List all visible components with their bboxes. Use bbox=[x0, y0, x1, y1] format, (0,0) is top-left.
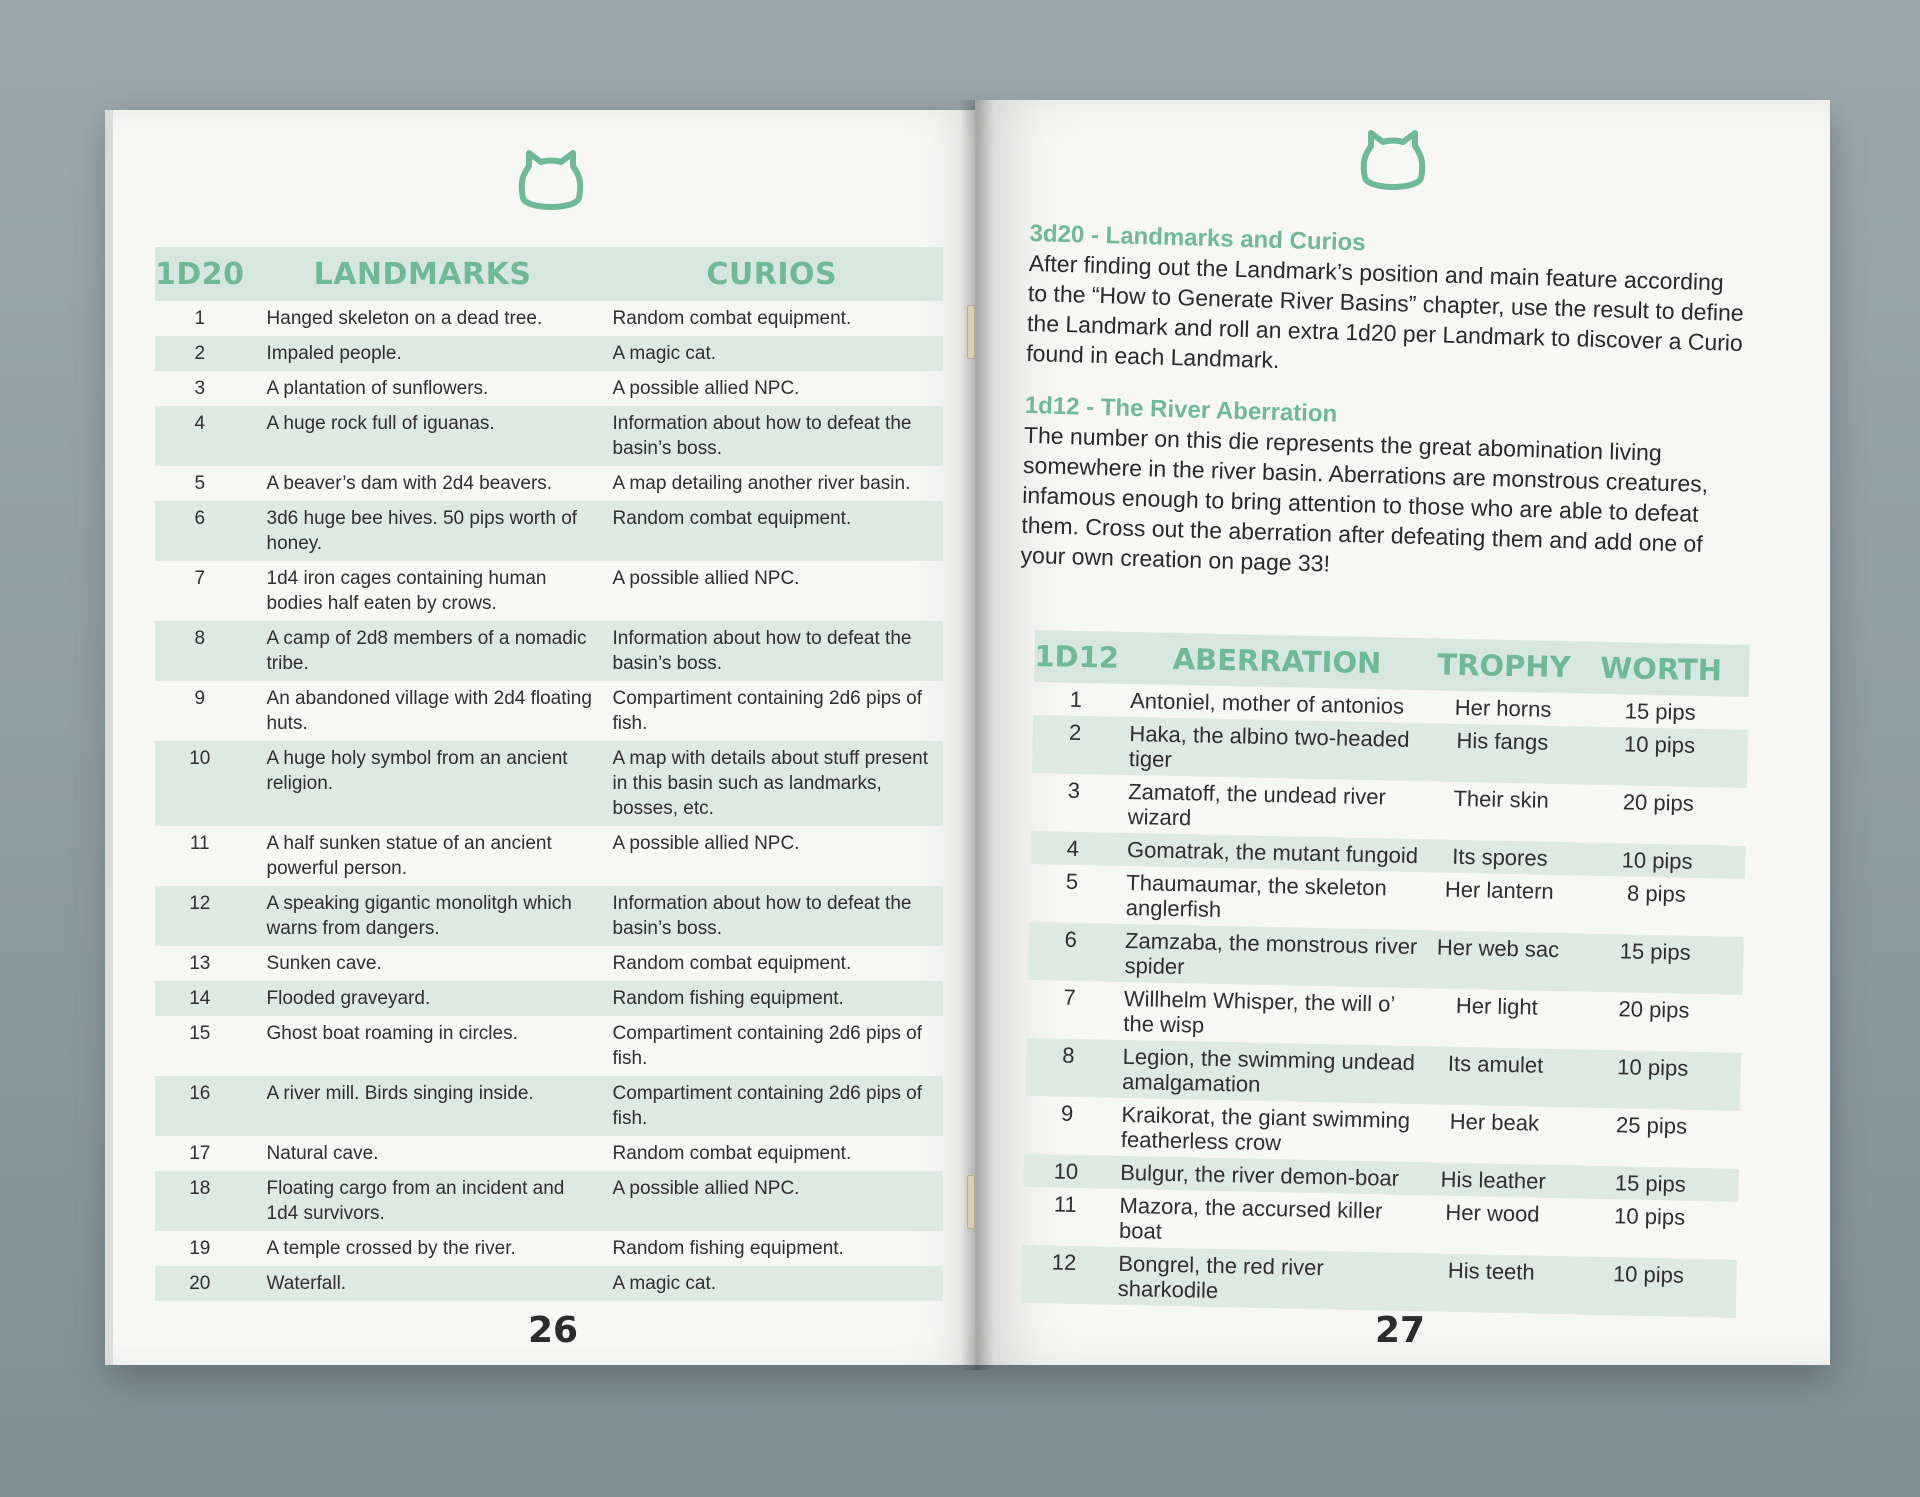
row-number: 11 bbox=[1053, 1191, 1077, 1217]
aberration-cell: Legion, the swimming undead amalgamation bbox=[1110, 1040, 1427, 1105]
worth-cell: 15 pips bbox=[1624, 698, 1696, 725]
page-number: 27 bbox=[1375, 1310, 1426, 1351]
trophy-cell: Its amulet bbox=[1426, 1046, 1565, 1107]
row-number: 8 bbox=[1025, 1038, 1111, 1098]
row-number: 1 bbox=[1069, 686, 1083, 712]
worth-cell: 10 pips bbox=[1564, 1049, 1742, 1111]
landmark-cell: A plantation of sunflowers. bbox=[266, 378, 489, 399]
die-header: 1D12 bbox=[1034, 630, 1120, 684]
row-number: 1 bbox=[194, 308, 206, 329]
curio-cell: Random combat equipment. bbox=[601, 501, 943, 561]
row-number: 8 bbox=[155, 621, 245, 681]
table-row bbox=[155, 1016, 943, 1076]
table-row bbox=[155, 406, 943, 466]
row-number: 19 bbox=[189, 1238, 211, 1259]
landmark-cell: 1d4 iron cages containing human bodies half eaten by crows. bbox=[266, 568, 547, 614]
curio-cell: A map detailing another river basin. bbox=[612, 473, 911, 494]
row-number: 12 bbox=[155, 886, 245, 946]
cat-head-icon bbox=[513, 150, 589, 214]
worth-cell: 10 pips bbox=[1613, 1203, 1686, 1230]
section-heading-landmarks: 3d20 - Landmarks and Curios bbox=[1029, 220, 1366, 257]
aberration-cell: Mazora, the accursed killer boat bbox=[1118, 1192, 1383, 1244]
curio-cell: Random combat equipment. bbox=[612, 308, 852, 329]
table-row bbox=[155, 561, 943, 621]
table-row bbox=[155, 1171, 943, 1231]
landmark-cell: Flooded graveyard. bbox=[245, 981, 601, 1016]
row-number: 2 bbox=[155, 336, 245, 371]
table-row bbox=[155, 1076, 943, 1136]
trophy-cell: Their skin bbox=[1453, 785, 1550, 813]
right-page bbox=[975, 100, 1830, 1365]
aberration-header: ABERRATION bbox=[1119, 632, 1436, 691]
landmark-cell: 3d6 huge bee hives. 50 pips worth of honey. bbox=[245, 501, 601, 561]
row-number: 6 bbox=[155, 501, 245, 561]
row-number: 14 bbox=[155, 981, 245, 1016]
landmark-cell: Impaled people. bbox=[245, 336, 601, 371]
curio-cell: A magic cat. bbox=[601, 1266, 943, 1301]
row-number: 7 bbox=[194, 568, 206, 589]
worth-cell: 15 pips bbox=[1566, 933, 1744, 995]
table-header-row bbox=[155, 247, 943, 301]
row-number: 10 bbox=[155, 741, 245, 826]
curio-cell: A possible allied NPC. bbox=[612, 378, 800, 399]
trophy-cell: Her horns bbox=[1454, 694, 1552, 722]
curio-cell: Information about how to defeat the basin’s boss. bbox=[601, 406, 943, 466]
curio-cell: Random fishing equipment. bbox=[612, 1238, 844, 1259]
row-number: 15 bbox=[189, 1023, 211, 1044]
row-number: 13 bbox=[189, 953, 211, 974]
row-number: 4 bbox=[155, 406, 245, 466]
landmark-cell: Sunken cave. bbox=[266, 953, 382, 974]
trophy-cell: Her web sac bbox=[1428, 930, 1567, 991]
table-row bbox=[155, 371, 943, 406]
curio-cell: Random combat equipment. bbox=[612, 1143, 852, 1164]
intro-text-block bbox=[1020, 220, 1750, 614]
row-number: 4 bbox=[1030, 831, 1115, 866]
aberration-cell: Kraikorat, the giant swimming featherless crow bbox=[1120, 1101, 1411, 1156]
table-row bbox=[155, 741, 943, 826]
landmarks-curios-table bbox=[155, 247, 943, 1301]
curio-cell: Compartiment containing 2d6 pips of fish. bbox=[601, 1076, 943, 1136]
trophy-cell: Her wood bbox=[1445, 1199, 1540, 1227]
row-number: 20 bbox=[155, 1266, 245, 1301]
row-number: 18 bbox=[155, 1171, 245, 1231]
aberration-cell: Zamatoff, the undead river wizard bbox=[1127, 778, 1387, 831]
row-number: 3 bbox=[194, 378, 206, 399]
row-number: 9 bbox=[1060, 1100, 1074, 1126]
curio-cell: A possible allied NPC. bbox=[612, 833, 800, 854]
curio-cell: A possible allied NPC. bbox=[601, 1171, 943, 1231]
table-row bbox=[155, 621, 943, 681]
curio-cell: A possible allied NPC. bbox=[612, 568, 800, 589]
aberration-table-body bbox=[1021, 682, 1749, 1318]
table-row bbox=[155, 501, 943, 561]
table-row bbox=[155, 826, 943, 886]
table-row bbox=[155, 1266, 943, 1301]
trophy-cell: Her light bbox=[1455, 992, 1539, 1020]
worth-cell: 20 pips bbox=[1622, 789, 1695, 816]
aberration-cell: Gomatrak, the mutant fungoid bbox=[1115, 833, 1432, 873]
landmark-cell: Floating cargo from an incident and 1d4 survivors. bbox=[245, 1171, 601, 1231]
curio-cell: Random combat equipment. bbox=[612, 953, 852, 974]
curio-cell: A magic cat. bbox=[601, 336, 943, 371]
worth-cell: 15 pips bbox=[1562, 1165, 1739, 1202]
row-number: 6 bbox=[1028, 922, 1114, 982]
row-number: 3 bbox=[1067, 777, 1081, 803]
table-row bbox=[155, 946, 943, 981]
worth-cell: 10 pips bbox=[1569, 842, 1746, 879]
table-row bbox=[155, 1136, 943, 1171]
table-row bbox=[155, 1231, 943, 1266]
aberration-cell: Bongrel, the red river sharkodile bbox=[1105, 1247, 1422, 1312]
landmark-cell: Hanged skeleton on a dead tree. bbox=[266, 308, 543, 329]
table-row bbox=[155, 886, 943, 946]
landmarks-header: LANDMARKS bbox=[245, 247, 601, 301]
page-number: 26 bbox=[528, 1310, 579, 1351]
trophy-cell: Her beak bbox=[1449, 1108, 1540, 1136]
row-number: 9 bbox=[194, 688, 206, 709]
landmark-cell: Natural cave. bbox=[266, 1143, 379, 1164]
row-number: 12 bbox=[1021, 1245, 1107, 1305]
landmark-cell: A river mill. Birds singing inside. bbox=[245, 1076, 601, 1136]
trophy-cell: His fangs bbox=[1433, 723, 1572, 784]
aberration-cell: Willhelm Whisper, the will o’ the wisp bbox=[1123, 985, 1395, 1038]
curios-header: CURIOS bbox=[601, 247, 943, 301]
table-row bbox=[155, 466, 943, 501]
row-number: 17 bbox=[189, 1143, 211, 1164]
aberration-cell: Zamzaba, the monstrous river spider bbox=[1112, 924, 1429, 989]
section-body-aberration: The number on this die represents the great abomination living somewhere in the river basin. Aberrations are monstrous creatures, infamous enough to bring attention to those who are able to defeat them. Cross out the aberration after defeating them and add one of your own creation on page 33! bbox=[1020, 421, 1709, 577]
table-row bbox=[155, 681, 943, 741]
worth-cell: 8 pips bbox=[1626, 880, 1687, 907]
row-number: 2 bbox=[1032, 715, 1118, 775]
curio-cell: Compartiment containing 2d6 pips of fish. bbox=[612, 1023, 922, 1069]
cat-head-icon bbox=[1355, 130, 1431, 194]
worth-cell: 25 pips bbox=[1615, 1112, 1688, 1139]
aberration-cell: Haka, the albino two-headed tiger bbox=[1117, 717, 1434, 782]
landmarks-table-body bbox=[155, 301, 943, 1301]
worth-cell: 20 pips bbox=[1618, 996, 1690, 1023]
section-heading-aberration: 1d12 - The River Aberration bbox=[1024, 391, 1338, 428]
landmark-cell: A speaking gigantic monolitgh which warns from dangers. bbox=[245, 886, 601, 946]
section-body-landmarks: After finding out the Landmark’s position and main feature according to the “How to Generate River Basins” chapter, use the result to define the Landmark and roll an extra 1d20 per Landmark to discover a Curio found in each Landmark. bbox=[1025, 249, 1744, 374]
aberration-cell: Bulgur, the river demon-boar bbox=[1108, 1156, 1425, 1196]
curio-cell: A map with details about stuff present in this basin such as landmarks, bosses, etc. bbox=[601, 741, 943, 826]
curio-cell: Compartiment containing 2d6 pips of fish. bbox=[612, 688, 922, 734]
aberration-cell: Thaumaumar, the skeleton anglerfish bbox=[1125, 869, 1388, 922]
staple bbox=[967, 1175, 975, 1229]
row-number: 16 bbox=[155, 1076, 245, 1136]
trophy-cell: Its spores bbox=[1431, 839, 1570, 875]
curio-cell: Random fishing equipment. bbox=[601, 981, 943, 1016]
curio-cell: Information about how to defeat the basin’s boss. bbox=[601, 621, 943, 681]
row-number: 5 bbox=[1065, 868, 1079, 894]
curio-cell: Information about how to defeat the basin’s boss. bbox=[601, 886, 943, 946]
trophy-cell: His teeth bbox=[1421, 1253, 1560, 1314]
trophy-cell: Her lantern bbox=[1444, 876, 1554, 904]
worth-header: WORTH bbox=[1572, 641, 1749, 697]
trophy-cell: His leather bbox=[1424, 1162, 1563, 1198]
row-number: 10 bbox=[1023, 1154, 1108, 1189]
landmark-cell: A beaver’s dam with 2d4 beavers. bbox=[266, 473, 553, 494]
die-header: 1D20 bbox=[155, 247, 245, 301]
landmark-cell: A camp of 2d8 members of a nomadic tribe. bbox=[245, 621, 601, 681]
row-number: 5 bbox=[194, 473, 206, 494]
landmark-cell: Ghost boat roaming in circles. bbox=[266, 1023, 518, 1044]
trophy-header: TROPHY bbox=[1434, 638, 1573, 693]
landmark-cell: A half sunken statue of an ancient powerful person. bbox=[266, 833, 552, 879]
landmark-cell: An abandoned village with 2d4 floating huts. bbox=[266, 688, 592, 734]
landmark-cell: A temple crossed by the river. bbox=[266, 1238, 516, 1259]
landmark-cell: A huge holy symbol from an ancient religion. bbox=[245, 741, 601, 826]
aberration-table bbox=[1021, 630, 1750, 1318]
table-row bbox=[155, 981, 943, 1016]
table-row bbox=[155, 336, 943, 371]
worth-cell: 10 pips bbox=[1559, 1256, 1737, 1318]
landmark-cell: Waterfall. bbox=[245, 1266, 601, 1301]
aberration-cell: Antoniel, mother of antonios bbox=[1129, 688, 1405, 719]
worth-cell: 10 pips bbox=[1570, 726, 1748, 788]
row-number: 7 bbox=[1063, 984, 1076, 1010]
landmark-cell: A huge rock full of iguanas. bbox=[245, 406, 601, 466]
row-number: 11 bbox=[189, 833, 210, 854]
left-page bbox=[105, 110, 983, 1365]
staple bbox=[967, 305, 975, 359]
book-spine bbox=[960, 100, 994, 1370]
table-row bbox=[155, 301, 943, 336]
